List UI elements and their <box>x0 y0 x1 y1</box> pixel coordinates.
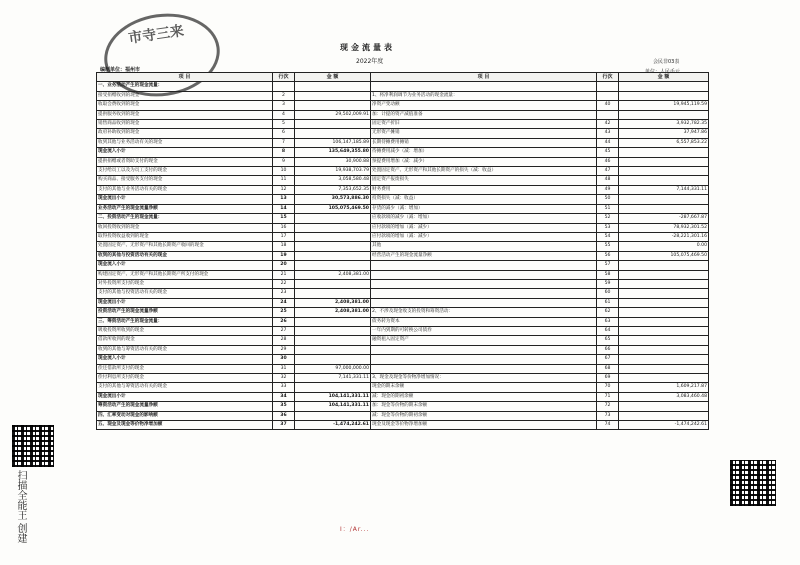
table-row <box>97 204 709 213</box>
row-amount: 7,141,331.11 <box>295 374 371 383</box>
row-item-right: 存货的减少（减：增加） <box>371 204 597 213</box>
row-line: 16 <box>273 223 295 232</box>
row-line: 14 <box>273 204 295 213</box>
row-item: 五、现金及现金等价物净增加额 <box>97 421 273 430</box>
row-line: 11 <box>273 176 295 185</box>
row-amount: -1,474,242.61 <box>295 421 371 430</box>
row-amount-right: 0.00 <box>619 242 709 251</box>
table-row <box>97 157 709 166</box>
table-row <box>97 392 709 401</box>
row-line: 27 <box>273 326 295 335</box>
row-item-right: 待摊费用减少（减：增加） <box>371 148 597 157</box>
row-line-right: 45 <box>597 148 619 157</box>
row-amount: 2,408,381.00 <box>295 270 371 279</box>
table-row <box>97 383 709 392</box>
scanner-watermark: 扫描全能王 创建 <box>15 470 26 544</box>
row-amount: 135,649,355.80 <box>295 148 371 157</box>
row-amount <box>295 91 371 100</box>
organization-label: 编制单位：福州市 <box>100 67 141 73</box>
row-item-right: 固定资产折旧 <box>371 120 597 129</box>
row-item: 投资活动产生的现金流量净额 <box>97 308 273 317</box>
table-row <box>97 326 709 335</box>
row-amount-right: 7,144,331.11 <box>619 185 709 194</box>
row-line-right <box>597 110 619 119</box>
row-amount-right <box>619 364 709 373</box>
row-line-right: 40 <box>597 101 619 110</box>
row-amount-right: 105,075,469.50 <box>619 251 709 260</box>
row-item: 二、投资活动产生的现金流量： <box>97 214 273 223</box>
row-line: 35 <box>273 402 295 411</box>
row-amount-right <box>619 82 709 91</box>
row-item: 现金流入小计 <box>97 148 273 157</box>
row-line: 36 <box>273 411 295 420</box>
row-item-right <box>371 298 597 307</box>
table-row <box>97 120 709 129</box>
row-amount-right: 6,557,853.22 <box>619 138 709 147</box>
row-amount-right <box>619 110 709 119</box>
table-row <box>97 298 709 307</box>
row-item: 收到其他与业务活动有关的现金 <box>97 138 273 147</box>
row-amount: 2,408,381.00 <box>295 298 371 307</box>
row-line-right: 58 <box>597 270 619 279</box>
row-line-right: 55 <box>597 242 619 251</box>
row-amount-right <box>619 345 709 354</box>
row-item-right: 固定资产报废损失 <box>371 176 597 185</box>
row-amount-right <box>619 91 709 100</box>
row-line-right: 56 <box>597 251 619 260</box>
row-line: 2 <box>273 91 295 100</box>
row-item-right <box>371 364 597 373</box>
row-line-right: 53 <box>597 223 619 232</box>
row-item: 借款所收到的现金 <box>97 336 273 345</box>
row-amount-right: 3,932,782.35 <box>619 120 709 129</box>
row-line-right: 64 <box>597 326 619 335</box>
row-item-right <box>371 261 597 270</box>
table-row <box>97 91 709 100</box>
row-item: 支付的其他与投资活动有关的现金 <box>97 289 273 298</box>
row-item-right: 无形资产摊销 <box>371 129 597 138</box>
row-line: 29 <box>273 345 295 354</box>
row-line: 17 <box>273 232 295 241</box>
row-line-right: 72 <box>597 402 619 411</box>
row-item-right: 加：计提的资产减值准备 <box>371 110 597 119</box>
row-line-right: 62 <box>597 308 619 317</box>
row-item: 接受捐赠收到的现金 <box>97 91 273 100</box>
row-item-right: 现金及现金等价物净增加额 <box>371 421 597 430</box>
row-line: 34 <box>273 392 295 401</box>
row-item: 取得投资收益收到的现金 <box>97 232 273 241</box>
row-amount: 30,900.88 <box>295 157 371 166</box>
row-amount-right <box>619 157 709 166</box>
table-row <box>97 270 709 279</box>
row-line-right: 50 <box>597 195 619 204</box>
table-row <box>97 148 709 157</box>
row-line-right: 66 <box>597 345 619 354</box>
row-line-right: 65 <box>597 336 619 345</box>
row-line-right: 44 <box>597 138 619 147</box>
table-row <box>97 223 709 232</box>
row-item: 购建固定资产、无形资产和其他长期资产所支付的现金 <box>97 270 273 279</box>
table-row <box>97 82 709 91</box>
row-line: 12 <box>273 185 295 194</box>
row-line-right: 46 <box>597 157 619 166</box>
row-amount-right <box>619 148 709 157</box>
row-item: 三、筹资活动产生的现金流量： <box>97 317 273 326</box>
row-line-right: 73 <box>597 411 619 420</box>
row-item: 收到的其他与投资活动有关的现金 <box>97 251 273 260</box>
col-header-amount: 金 额 <box>295 73 371 82</box>
col-header-line: 行次 <box>273 73 295 82</box>
row-amount-right <box>619 308 709 317</box>
row-amount-right <box>619 167 709 176</box>
row-amount-right <box>619 374 709 383</box>
row-item-right: 财务费用 <box>371 185 597 194</box>
row-item: 现金流入小计 <box>97 261 273 270</box>
row-line: 3 <box>273 101 295 110</box>
table-row <box>97 176 709 185</box>
row-item-right: 长期待摊费用摊销 <box>371 138 597 147</box>
row-item: 收回投资收到的现金 <box>97 223 273 232</box>
table-body <box>97 82 709 430</box>
row-item-right: 融资租入固定资产 <box>371 336 597 345</box>
row-amount: 97,000,000.00 <box>295 364 371 373</box>
row-line: 9 <box>273 157 295 166</box>
table-row <box>97 345 709 354</box>
report-year: 2022年度 <box>356 58 384 65</box>
row-item-right: 加：现金等价物的期末余额 <box>371 402 597 411</box>
row-item-right <box>371 355 597 364</box>
row-line-right <box>597 82 619 91</box>
row-amount <box>295 242 371 251</box>
row-line: 23 <box>273 289 295 298</box>
row-line: 13 <box>273 195 295 204</box>
row-line <box>273 82 295 91</box>
row-line-right: 57 <box>597 261 619 270</box>
row-amount <box>295 355 371 364</box>
row-amount: 3,058,580.48 <box>295 176 371 185</box>
row-amount-right: -1,474,242.61 <box>619 421 709 430</box>
row-item: 销售商品收到的现金 <box>97 120 273 129</box>
row-line-right: 47 <box>597 167 619 176</box>
row-amount <box>295 101 371 110</box>
footer-mark: I：/Ar... <box>340 526 370 533</box>
row-amount <box>295 289 371 298</box>
row-line: 33 <box>273 383 295 392</box>
row-amount-right <box>619 289 709 298</box>
row-item-right: 预提费用增加（减：减少） <box>371 157 597 166</box>
row-amount <box>295 326 371 335</box>
row-item-right: 应付款项的增加（减：减少） <box>371 232 597 241</box>
row-amount: 7,353,652.35 <box>295 185 371 194</box>
row-line: 30 <box>273 355 295 364</box>
row-amount-right: 3,083,460.48 <box>619 392 709 401</box>
row-line: 32 <box>273 374 295 383</box>
row-amount <box>295 317 371 326</box>
row-amount-right <box>619 261 709 270</box>
row-line: 25 <box>273 308 295 317</box>
row-item-right: 2、不涉及现金收支的投资和筹资活动： <box>371 308 597 317</box>
row-item: 收取会费收到的现金 <box>97 101 273 110</box>
table-row <box>97 261 709 270</box>
row-item-right: 一年内到期的可转换公司债券 <box>371 326 597 335</box>
row-line: 19 <box>273 251 295 260</box>
row-item-right <box>371 279 597 288</box>
col-header-line-right: 行次 <box>597 73 619 82</box>
col-header-amount-right: 金 额 <box>619 73 709 82</box>
row-line-right: 49 <box>597 185 619 194</box>
row-line-right: 70 <box>597 383 619 392</box>
row-item: 四、汇率变动对现金的影响额 <box>97 411 273 420</box>
row-line: 26 <box>273 317 295 326</box>
row-item: 业务活动产生的现金流量净额 <box>97 204 273 213</box>
table-row <box>97 336 709 345</box>
row-item: 吸收投资所收到的现金 <box>97 326 273 335</box>
row-item-right: 1、将净利润调节为业务活动的现金流量： <box>371 91 597 100</box>
row-line-right: 43 <box>597 129 619 138</box>
row-amount-right: 1,609,217.87 <box>619 383 709 392</box>
row-amount: 105,075,469.50 <box>295 204 371 213</box>
row-line: 21 <box>273 270 295 279</box>
table-row <box>97 374 709 383</box>
row-amount <box>295 223 371 232</box>
row-line-right: 68 <box>597 364 619 373</box>
row-item: 现金流出小计 <box>97 392 273 401</box>
row-line-right: 42 <box>597 120 619 129</box>
row-line-right: 61 <box>597 298 619 307</box>
row-item-right: 应付款项的增加（减：减少） <box>371 223 597 232</box>
row-item-right: 处置固定资产、无形资产和其他长期资产的损失（减：收益） <box>371 167 597 176</box>
row-item-right: 经营活动产生的现金流量净额 <box>371 251 597 260</box>
qr-code-left <box>12 425 54 467</box>
row-item: 偿付利息所支付的现金 <box>97 374 273 383</box>
row-item: 支付的其他与业务活动有关的现金 <box>97 185 273 194</box>
row-amount-right: 37,947.86 <box>619 129 709 138</box>
table-row <box>97 411 709 420</box>
qr-code-right <box>730 460 776 506</box>
row-item: 收到的其他与筹资活动有关的现金 <box>97 345 273 354</box>
row-item: 政府补助收到的现金 <box>97 129 273 138</box>
row-item-right <box>371 345 597 354</box>
form-number: 会民非03表 <box>653 59 680 65</box>
row-amount <box>295 82 371 91</box>
row-line-right: 69 <box>597 374 619 383</box>
row-item: 支付给员工以及为员工支付的现金 <box>97 167 273 176</box>
row-item: 现金流出小计 <box>97 195 273 204</box>
table-row <box>97 214 709 223</box>
row-item: 处置固定资产、无形资产和其他长期资产收回的现金 <box>97 242 273 251</box>
row-line: 28 <box>273 336 295 345</box>
row-line: 20 <box>273 261 295 270</box>
row-line-right: 59 <box>597 279 619 288</box>
row-amount <box>295 411 371 420</box>
row-line-right: 48 <box>597 176 619 185</box>
row-line-right: 52 <box>597 214 619 223</box>
row-amount: 29,502,009.91 <box>295 110 371 119</box>
table-row <box>97 101 709 110</box>
table-row <box>97 402 709 411</box>
row-amount: 2,408,381.00 <box>295 308 371 317</box>
row-line: 6 <box>273 129 295 138</box>
row-line-right: 67 <box>597 355 619 364</box>
row-line: 24 <box>273 298 295 307</box>
col-header-item: 项 目 <box>97 73 273 82</box>
row-line-right: 54 <box>597 232 619 241</box>
row-item: 偿还借款所支付的现金 <box>97 364 273 373</box>
row-amount-right <box>619 298 709 307</box>
row-line-right: 74 <box>597 421 619 430</box>
row-amount-right <box>619 204 709 213</box>
row-line: 7 <box>273 138 295 147</box>
row-line: 8 <box>273 148 295 157</box>
row-amount-right <box>619 355 709 364</box>
row-amount <box>295 120 371 129</box>
row-item: 现金流入小计 <box>97 355 273 364</box>
row-amount <box>295 232 371 241</box>
row-item-right: 现金的期末余额 <box>371 383 597 392</box>
row-amount <box>295 251 371 260</box>
row-line: 22 <box>273 279 295 288</box>
row-amount <box>295 214 371 223</box>
row-item-right: 应收款项的减少（减：增加） <box>371 214 597 223</box>
row-amount <box>295 383 371 392</box>
row-item: 筹资活动产生的现金流量净额 <box>97 402 273 411</box>
col-header-item-right: 项 目 <box>371 73 597 82</box>
row-line: 37 <box>273 421 295 430</box>
row-item: 提供服务收到的现金 <box>97 110 273 119</box>
table-row <box>97 279 709 288</box>
row-amount-right: -28,221,301.16 <box>619 232 709 241</box>
row-item: 对外投资所支付的现金 <box>97 279 273 288</box>
row-item-right: 净资产变动额 <box>371 101 597 110</box>
row-amount <box>295 345 371 354</box>
row-item: 支付的其他与筹资活动有关的现金 <box>97 383 273 392</box>
row-amount: 104,141,331.11 <box>295 402 371 411</box>
row-line-right: 51 <box>597 204 619 213</box>
document-title: 现金流量表 <box>340 43 395 52</box>
row-line: 10 <box>273 167 295 176</box>
row-amount-right: 19,945,119.59 <box>619 101 709 110</box>
table-row <box>97 129 709 138</box>
row-item: 提供捐赠或者资助支付的现金 <box>97 157 273 166</box>
row-amount-right <box>619 326 709 335</box>
row-item-right: 减：现金等价物的期初余额 <box>371 411 597 420</box>
row-item-right: 减：现金的期初余额 <box>371 392 597 401</box>
row-line: 31 <box>273 364 295 373</box>
row-line-right <box>597 91 619 100</box>
row-line-right: 71 <box>597 392 619 401</box>
row-amount <box>295 336 371 345</box>
table-row <box>97 185 709 194</box>
table-row <box>97 355 709 364</box>
row-amount-right: -287,667.87 <box>619 214 709 223</box>
row-amount: 19,938,703.79 <box>295 167 371 176</box>
seal-text: 市寺三来 <box>127 23 185 47</box>
row-item-right: 其他 <box>371 242 597 251</box>
table-row <box>97 421 709 430</box>
row-amount-right <box>619 279 709 288</box>
row-item: 购买商品、接受服务支付的现金 <box>97 176 273 185</box>
row-line: 4 <box>273 110 295 119</box>
row-item-right: 投资损失（减：收益） <box>371 195 597 204</box>
row-item-right <box>371 289 597 298</box>
table-row <box>97 167 709 176</box>
table-header-row <box>97 73 709 82</box>
row-item-right <box>371 82 597 91</box>
table-row <box>97 138 709 147</box>
table-row <box>97 289 709 298</box>
row-line-right: 63 <box>597 317 619 326</box>
table-row <box>97 110 709 119</box>
row-amount-right <box>619 411 709 420</box>
table-row <box>97 251 709 260</box>
row-amount: 106,147,185.89 <box>295 138 371 147</box>
row-line: 5 <box>273 120 295 129</box>
row-amount <box>295 279 371 288</box>
row-item-right: 3、现金及现金等价物净增加情况： <box>371 374 597 383</box>
row-amount: 104,141,331.11 <box>295 392 371 401</box>
row-amount <box>295 129 371 138</box>
cash-flow-table <box>96 72 709 430</box>
row-amount-right <box>619 176 709 185</box>
row-amount-right <box>619 270 709 279</box>
row-amount: 30,573,886.30 <box>295 195 371 204</box>
row-line: 18 <box>273 242 295 251</box>
row-item-right <box>371 270 597 279</box>
row-line-right: 60 <box>597 289 619 298</box>
row-amount-right <box>619 336 709 345</box>
table-row <box>97 195 709 204</box>
table-row <box>97 232 709 241</box>
row-item-right: 债务转为资本 <box>371 317 597 326</box>
row-item: 一、业务活动产生的现金流量： <box>97 82 273 91</box>
row-amount-right: 78,932,301.52 <box>619 223 709 232</box>
row-amount-right <box>619 195 709 204</box>
table-row <box>97 364 709 373</box>
row-item: 现金流出小计 <box>97 298 273 307</box>
row-amount-right <box>619 317 709 326</box>
table-row <box>97 317 709 326</box>
row-amount <box>295 261 371 270</box>
table-row <box>97 242 709 251</box>
row-line: 15 <box>273 214 295 223</box>
table-row <box>97 308 709 317</box>
row-amount-right <box>619 402 709 411</box>
